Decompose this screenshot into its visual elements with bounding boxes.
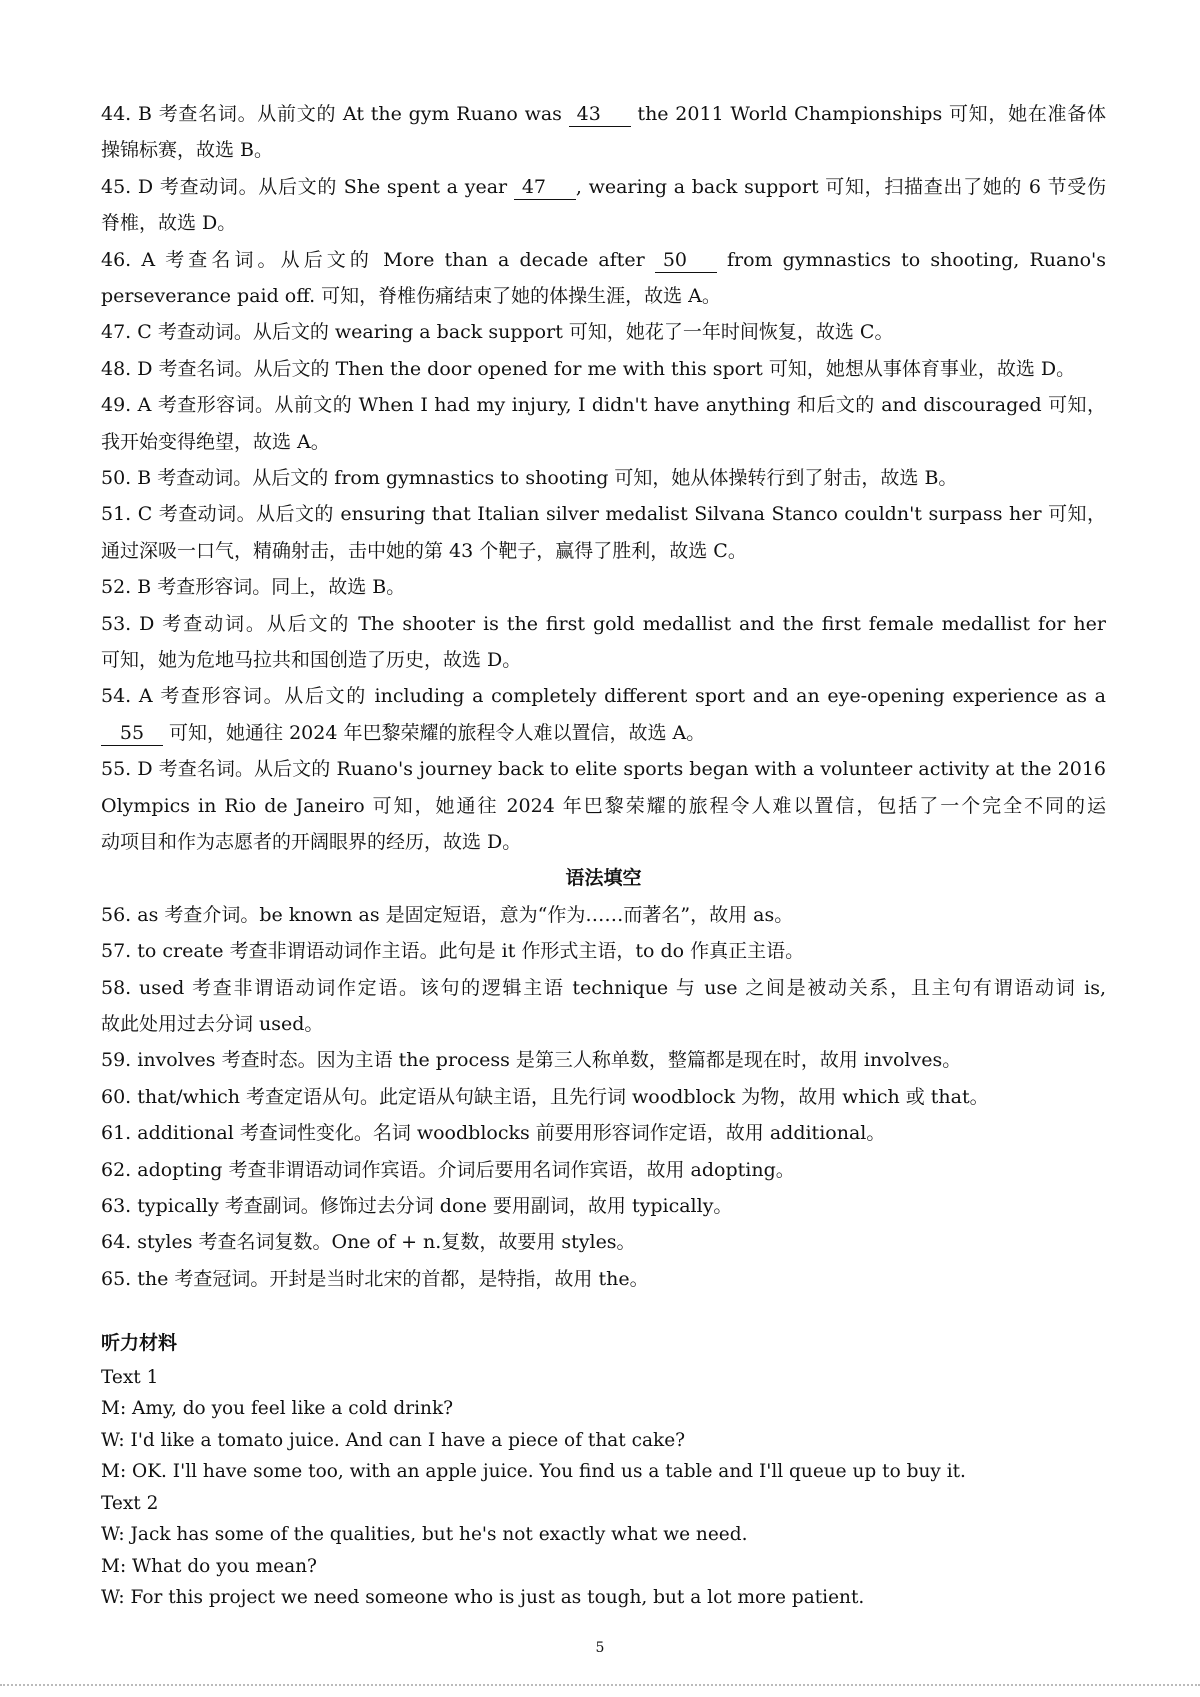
grammar-line: 61. additional 考查词性变化。名词 woodblocks 前要用形容词作定语，故用 additional。 <box>101 1122 886 1145</box>
answer-blank: 47 <box>514 175 576 200</box>
answer-text: 48. D 考查名词。从后文的 Then the door opened for me with this sport 可知，她想从事体育事业，故选 D。 <box>101 357 1076 380</box>
answer-text: 通过深吸一口气，精确射击，击中她的第 43 个靶子，赢得了胜利，故选 C。 <box>101 539 747 562</box>
answer-text: perseverance paid off. 可知，脊椎伤痛结束了她的体操生涯，故选 A。 <box>101 284 721 307</box>
answer-line <box>101 824 1106 860</box>
answer-line <box>101 496 1106 532</box>
answer-line <box>101 606 1106 642</box>
grammar-line: 57. to create 考查非谓语动词作主语。此句是 it 作形式主语，to do 作真正主语。 <box>101 940 805 963</box>
listening-section-title: 听力材料 <box>101 1332 178 1355</box>
answer-text: Olympics in Rio de Janeiro 可知，她通往 2024 年巴黎荣耀的旅程令人难以置信，包括了一个完全不同的运 <box>101 794 1106 817</box>
listening-line: Text 1 <box>101 1366 159 1388</box>
answer-line <box>101 387 1106 423</box>
answer-text: 50. B 考查动词。从后文的 from gymnastics to shooting 可知，她从体操转行到了射击，故选 B。 <box>101 467 958 489</box>
scan-edge <box>0 1684 1200 1686</box>
grammar-line: 64. styles 考查名词复数。One of + n.复数，故要用 styles。 <box>101 1231 636 1254</box>
answer-text: 52. B 考查形容词。同上，故选 B。 <box>101 576 406 599</box>
answer-line <box>101 678 1106 714</box>
answer-line <box>101 278 1106 314</box>
grammar-line: 60. that/which 考查定语从句。此定语从句缺主语，且先行词 woodblock 为物，故用 which 或 that。 <box>101 1085 989 1108</box>
answer-text: 51. C 考查动词。从后文的 ensuring that Italian silver medalist Silvana Stanco couldn't surpass her 可知， <box>101 503 1106 526</box>
grammar-line: 65. the 考查冠词。开封是当时北宋的首都，是特指，故用 the。 <box>101 1267 649 1290</box>
answer-text: 操锦标赛，故选 B。 <box>101 139 274 162</box>
answer-text: from gymnastics to shooting, Ruano's <box>716 248 1106 271</box>
answer-line <box>101 314 1106 350</box>
answer-text: 46. A 考查名词。从后文的 More than a decade after <box>101 248 655 271</box>
answer-text: 55. D 考查名词。从后文的 Ruano's journey back to elite sports began with a volunteer activity at the 2016 <box>101 758 1106 781</box>
grammar-answers <box>101 897 1106 1297</box>
listening-line: W: Jack has some of the qualities, but he's not exactly what we need. <box>101 1524 748 1546</box>
answer-line <box>101 96 1106 132</box>
answer-line <box>101 242 1106 278</box>
answer-text: , wearing a back support 可知，扫描查出了她的 6 节受伤 <box>575 175 1106 198</box>
listening-line: W: I'd like a tomato juice. And can I have a piece of that cake? <box>101 1429 686 1451</box>
listening-line: W: For this project we need someone who is just as tough, but a lot more patient. <box>101 1587 865 1609</box>
answer-line <box>101 715 1106 751</box>
listening-line: M: What do you mean? <box>101 1555 317 1577</box>
answer-text: 脊椎，故选 D。 <box>101 212 237 235</box>
grammar-line: 62. adopting 考查非谓语动词作宾语。介词后要用名词作宾语，故用 adopting。 <box>101 1158 795 1181</box>
answer-blank: 50 <box>655 248 717 273</box>
listening-transcript <box>101 1362 1106 1614</box>
answer-line <box>101 351 1106 387</box>
answer-line <box>101 642 1106 678</box>
answer-blank: 43 <box>569 102 631 127</box>
answer-text: 54. A 考查形容词。从后文的 including a completely different sport and an eye-opening experience as a <box>101 685 1106 708</box>
answer-line <box>101 132 1106 168</box>
grammar-line: 63. typically 考查副词。修饰过去分词 done 要用副词，故用 typically。 <box>101 1195 733 1218</box>
grammar-line: 59. involves 考查时态。因为主语 the process 是第三人称单数，整篇都是现在时，故用 involves。 <box>101 1049 962 1072</box>
answer-line <box>101 569 1106 605</box>
answer-text: 我开始变得绝望，故选 A。 <box>101 430 330 453</box>
answer-line <box>101 205 1106 241</box>
answer-line <box>101 169 1106 205</box>
listening-line: Text 2 <box>101 1492 159 1514</box>
answer-text: 44. B 考查名词。从前文的 At the gym Ruano was <box>101 103 569 125</box>
answer-line <box>101 533 1106 569</box>
reading-answers <box>101 96 1106 860</box>
answer-text: 53. D 考查动词。从后文的 The shooter is the first gold medallist and the first female medallist for her <box>101 612 1106 635</box>
answer-line <box>101 460 1106 496</box>
page-number: 5 <box>595 1640 605 1656</box>
answer-text: 49. A 考查形容词。从前文的 When I had my injury, I didn't have anything 和后文的 and discouraged 可知， <box>101 394 1106 417</box>
answer-line <box>101 751 1106 787</box>
grammar-section-title: 语法填空 <box>565 867 642 890</box>
answer-text: 45. D 考查动词。从后文的 She spent a year <box>101 175 514 198</box>
section-gap <box>101 1297 1106 1325</box>
answer-blank: 55 <box>101 721 163 746</box>
answer-line <box>101 424 1106 460</box>
answer-text: 动项目和作为志愿者的开阔眼界的经历，故选 D。 <box>101 830 522 853</box>
answer-text: 可知，她为危地马拉共和国创造了历史，故选 D。 <box>101 649 522 671</box>
answer-line <box>101 788 1106 824</box>
answer-text: 可知，她通往 2024 年巴黎荣耀的旅程令人难以置信，故选 A。 <box>163 721 706 744</box>
answer-text: the 2011 World Championships 可知，她在准备体 <box>630 103 1106 125</box>
page-content <box>101 96 1106 1614</box>
grammar-line: 故此处用过去分词 used。 <box>101 1013 324 1035</box>
grammar-line: 56. as 考查介词。be known as 是固定短语，意为“作为……而著名”，故用 as。 <box>101 903 794 926</box>
grammar-line: 58. used 考查非谓语动词作定语。该句的逻辑主语 technique 与 use 之间是被动关系，且主句有谓语动词 is, <box>101 976 1106 999</box>
listening-line: M: OK. I'll have some too, with an apple juice. You find us a table and I'll queue up to buy it. <box>101 1461 966 1483</box>
answer-text: 47. C 考查动词。从后文的 wearing a back support 可知，她花了一年时间恢复，故选 C。 <box>101 321 894 344</box>
listening-line: M: Amy, do you feel like a cold drink? <box>101 1398 454 1420</box>
